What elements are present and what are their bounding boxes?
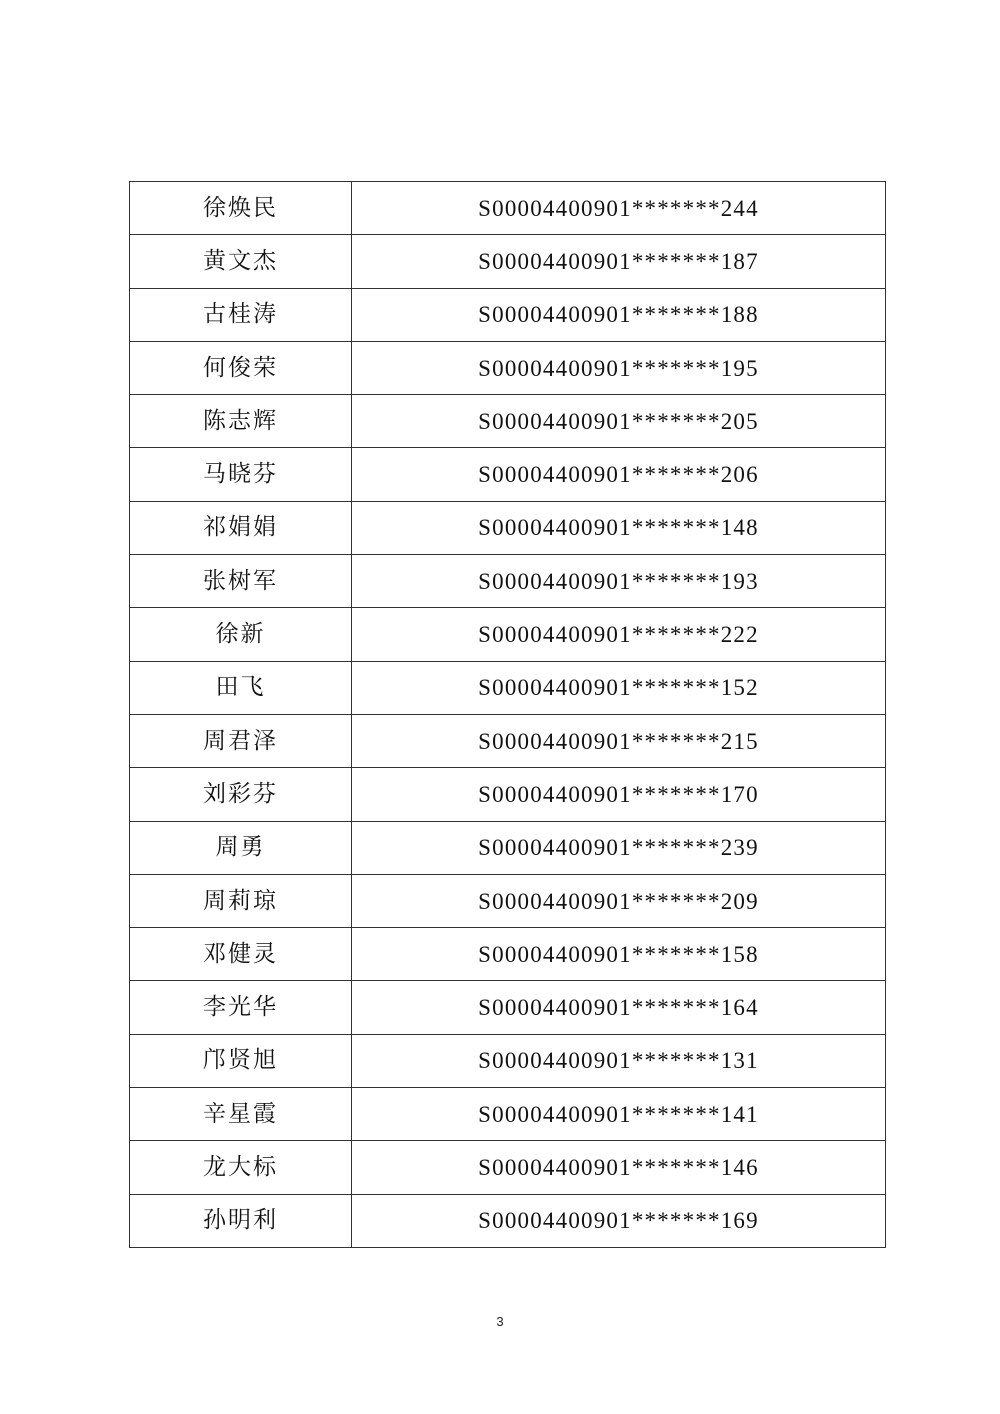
name-cell: 陈志辉 [130,395,352,448]
name-cell: 周勇 [130,821,352,874]
table-row [130,608,886,661]
name-cell: 周君泽 [130,714,352,767]
certificate-id-cell: S00004400901*******193 [352,555,886,608]
name-cell: 张树军 [130,555,352,608]
name-cell: 黄文杰 [130,235,352,288]
certificate-id-cell: S00004400901*******131 [352,1034,886,1087]
certificate-id-cell: S00004400901*******169 [352,1194,886,1247]
certificate-id-cell: S00004400901*******222 [352,608,886,661]
certificate-id-cell: S00004400901*******188 [352,288,886,341]
name-cell: 刘彩芬 [130,768,352,821]
name-cell: 邓健灵 [130,928,352,981]
page-number: 3 [496,1314,504,1329]
certificate-id-cell: S00004400901*******164 [352,981,886,1034]
name-cell: 徐新 [130,608,352,661]
name-cell: 辛星霞 [130,1088,352,1141]
certificate-id-cell: S00004400901*******244 [352,182,886,235]
name-cell: 马晓芬 [130,448,352,501]
certificate-id-cell: S00004400901*******215 [352,714,886,767]
name-cell: 田飞 [130,661,352,714]
table-row [130,555,886,608]
roster-table [129,181,886,1248]
certificate-id-cell: S00004400901*******141 [352,1088,886,1141]
name-cell: 徐焕民 [130,182,352,235]
table-row [130,182,886,235]
name-cell: 邝贤旭 [130,1034,352,1087]
certificate-id-cell: S00004400901*******146 [352,1141,886,1194]
certificate-id-cell: S00004400901*******195 [352,341,886,394]
name-cell: 孙明利 [130,1194,352,1247]
table-row [130,448,886,501]
table-row [130,661,886,714]
certificate-id-cell: S00004400901*******170 [352,768,886,821]
table-row [130,341,886,394]
table-row [130,1088,886,1141]
table-row [130,395,886,448]
certificate-id-cell: S00004400901*******158 [352,928,886,981]
certificate-id-cell: S00004400901*******148 [352,501,886,554]
certificate-id-cell: S00004400901*******239 [352,821,886,874]
name-cell: 何俊荣 [130,341,352,394]
table-row [130,981,886,1034]
name-cell: 周莉琼 [130,874,352,927]
certificate-id-cell: S00004400901*******205 [352,395,886,448]
name-cell: 龙大标 [130,1141,352,1194]
name-cell: 古桂涛 [130,288,352,341]
table-row [130,1141,886,1194]
table-row [130,768,886,821]
table-row [130,928,886,981]
certificate-id-cell: S00004400901*******152 [352,661,886,714]
certificate-id-cell: S00004400901*******187 [352,235,886,288]
table-row [130,1194,886,1247]
table-row [130,288,886,341]
table-row [130,874,886,927]
certificate-id-cell: S00004400901*******209 [352,874,886,927]
certificate-id-cell: S00004400901*******206 [352,448,886,501]
name-cell: 李光华 [130,981,352,1034]
table-row [130,235,886,288]
table-row [130,1034,886,1087]
name-cell: 祁娟娟 [130,501,352,554]
table-row [130,501,886,554]
table-row [130,821,886,874]
table-row [130,714,886,767]
